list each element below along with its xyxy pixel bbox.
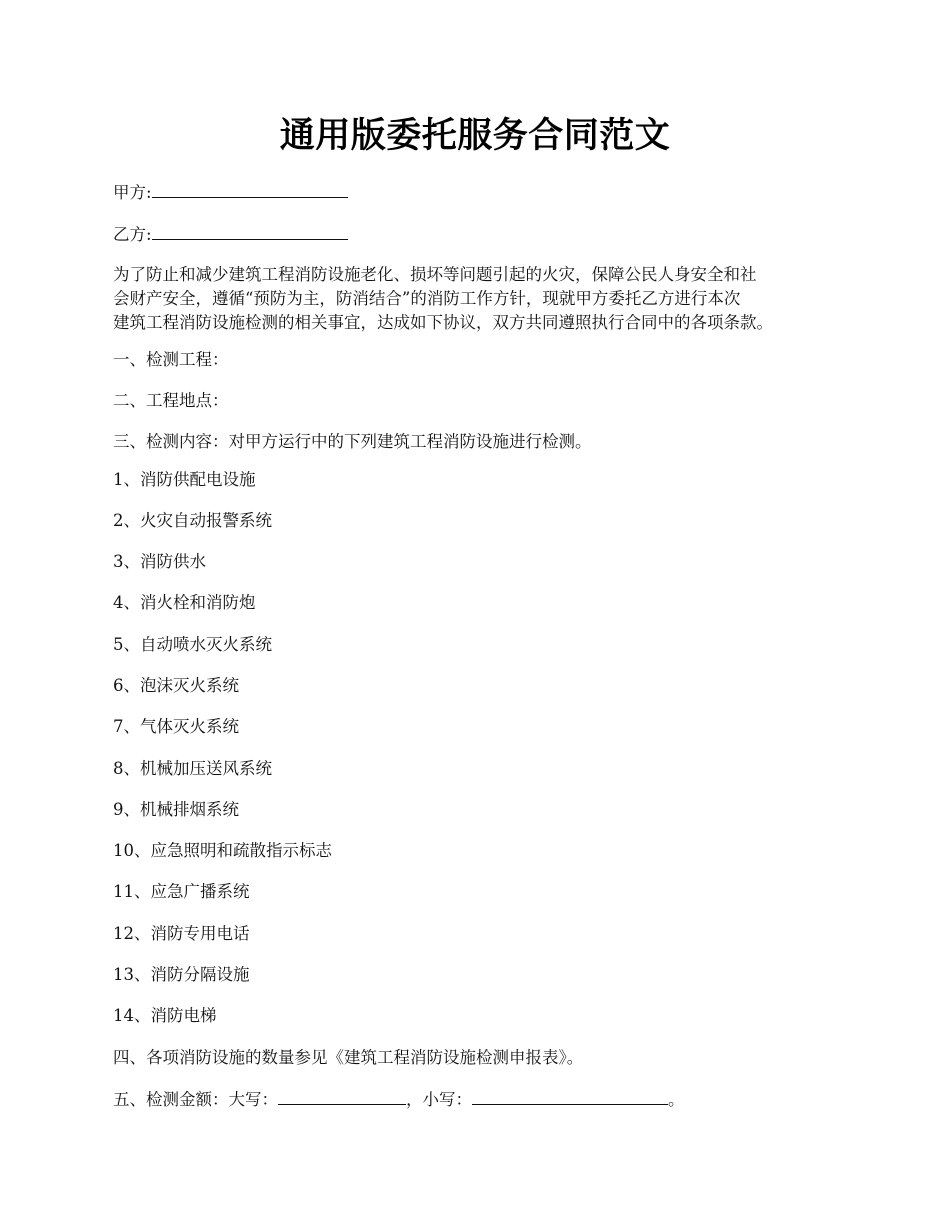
intro-line: 建筑工程消防设施检测的相关事宜，达成如下协议，双方共同遵照执行合同中的各项条款。 xyxy=(113,313,773,332)
section-4: 四、各项消防设施的数量参见《建筑工程消防设施检测申报表》。 xyxy=(113,1048,584,1067)
section-5 xyxy=(113,1088,685,1111)
list-item: 7、气体灭火系统 xyxy=(113,717,239,736)
intro-paragraph xyxy=(113,263,853,335)
party-a-line xyxy=(113,181,348,204)
list-item: 9、机械排烟系统 xyxy=(113,800,239,819)
party-b-label: 乙方: xyxy=(113,225,152,244)
list-item: 14、消防电梯 xyxy=(113,1006,217,1025)
party-b-blank xyxy=(152,223,348,240)
list-item: 12、消防专用电话 xyxy=(113,924,250,943)
list-item: 8、机械加压送风系统 xyxy=(113,759,272,778)
intro-line: 会财产安全，遵循“预防为主，防消结合”的消防工作方针，现就甲方委托乙方进行本次 xyxy=(113,289,741,308)
party-a-label: 甲方: xyxy=(113,183,152,202)
amount-figures-blank xyxy=(472,1088,668,1105)
party-b-line xyxy=(113,223,348,246)
party-a-blank xyxy=(152,181,348,198)
section-2: 二、工程地点： xyxy=(113,391,229,410)
section-1: 一、检测工程： xyxy=(113,350,229,369)
list-item: 2、火灾自动报警系统 xyxy=(113,511,272,530)
list-item: 13、消防分隔设施 xyxy=(113,965,250,984)
list-item: 5、自动喷水灭火系统 xyxy=(113,635,272,654)
list-item: 10、应急照明和疏散指示标志 xyxy=(113,841,332,860)
list-item: 4、消火栓和消防炮 xyxy=(113,593,256,612)
amount-small-label: ，小写： xyxy=(406,1090,472,1109)
document-title: 通用版委托服务合同范文 xyxy=(279,115,671,156)
amount-words-blank xyxy=(278,1088,406,1105)
section-3: 三、检测内容：对甲方运行中的下列建筑工程消防设施进行检测。 xyxy=(113,432,592,451)
amount-end: 。 xyxy=(668,1090,685,1109)
list-item: 3、消防供水 xyxy=(113,552,206,571)
list-item: 1、消防供配电设施 xyxy=(113,470,256,489)
list-item: 11、应急广播系统 xyxy=(113,882,250,901)
list-item: 6、泡沫灭火系统 xyxy=(113,676,239,695)
intro-line: 为了防止和减少建筑工程消防设施老化、损坏等问题引起的火灾，保障公民人身安全和社 xyxy=(113,265,757,284)
amount-label: 五、检测金额：大写： xyxy=(113,1090,278,1109)
